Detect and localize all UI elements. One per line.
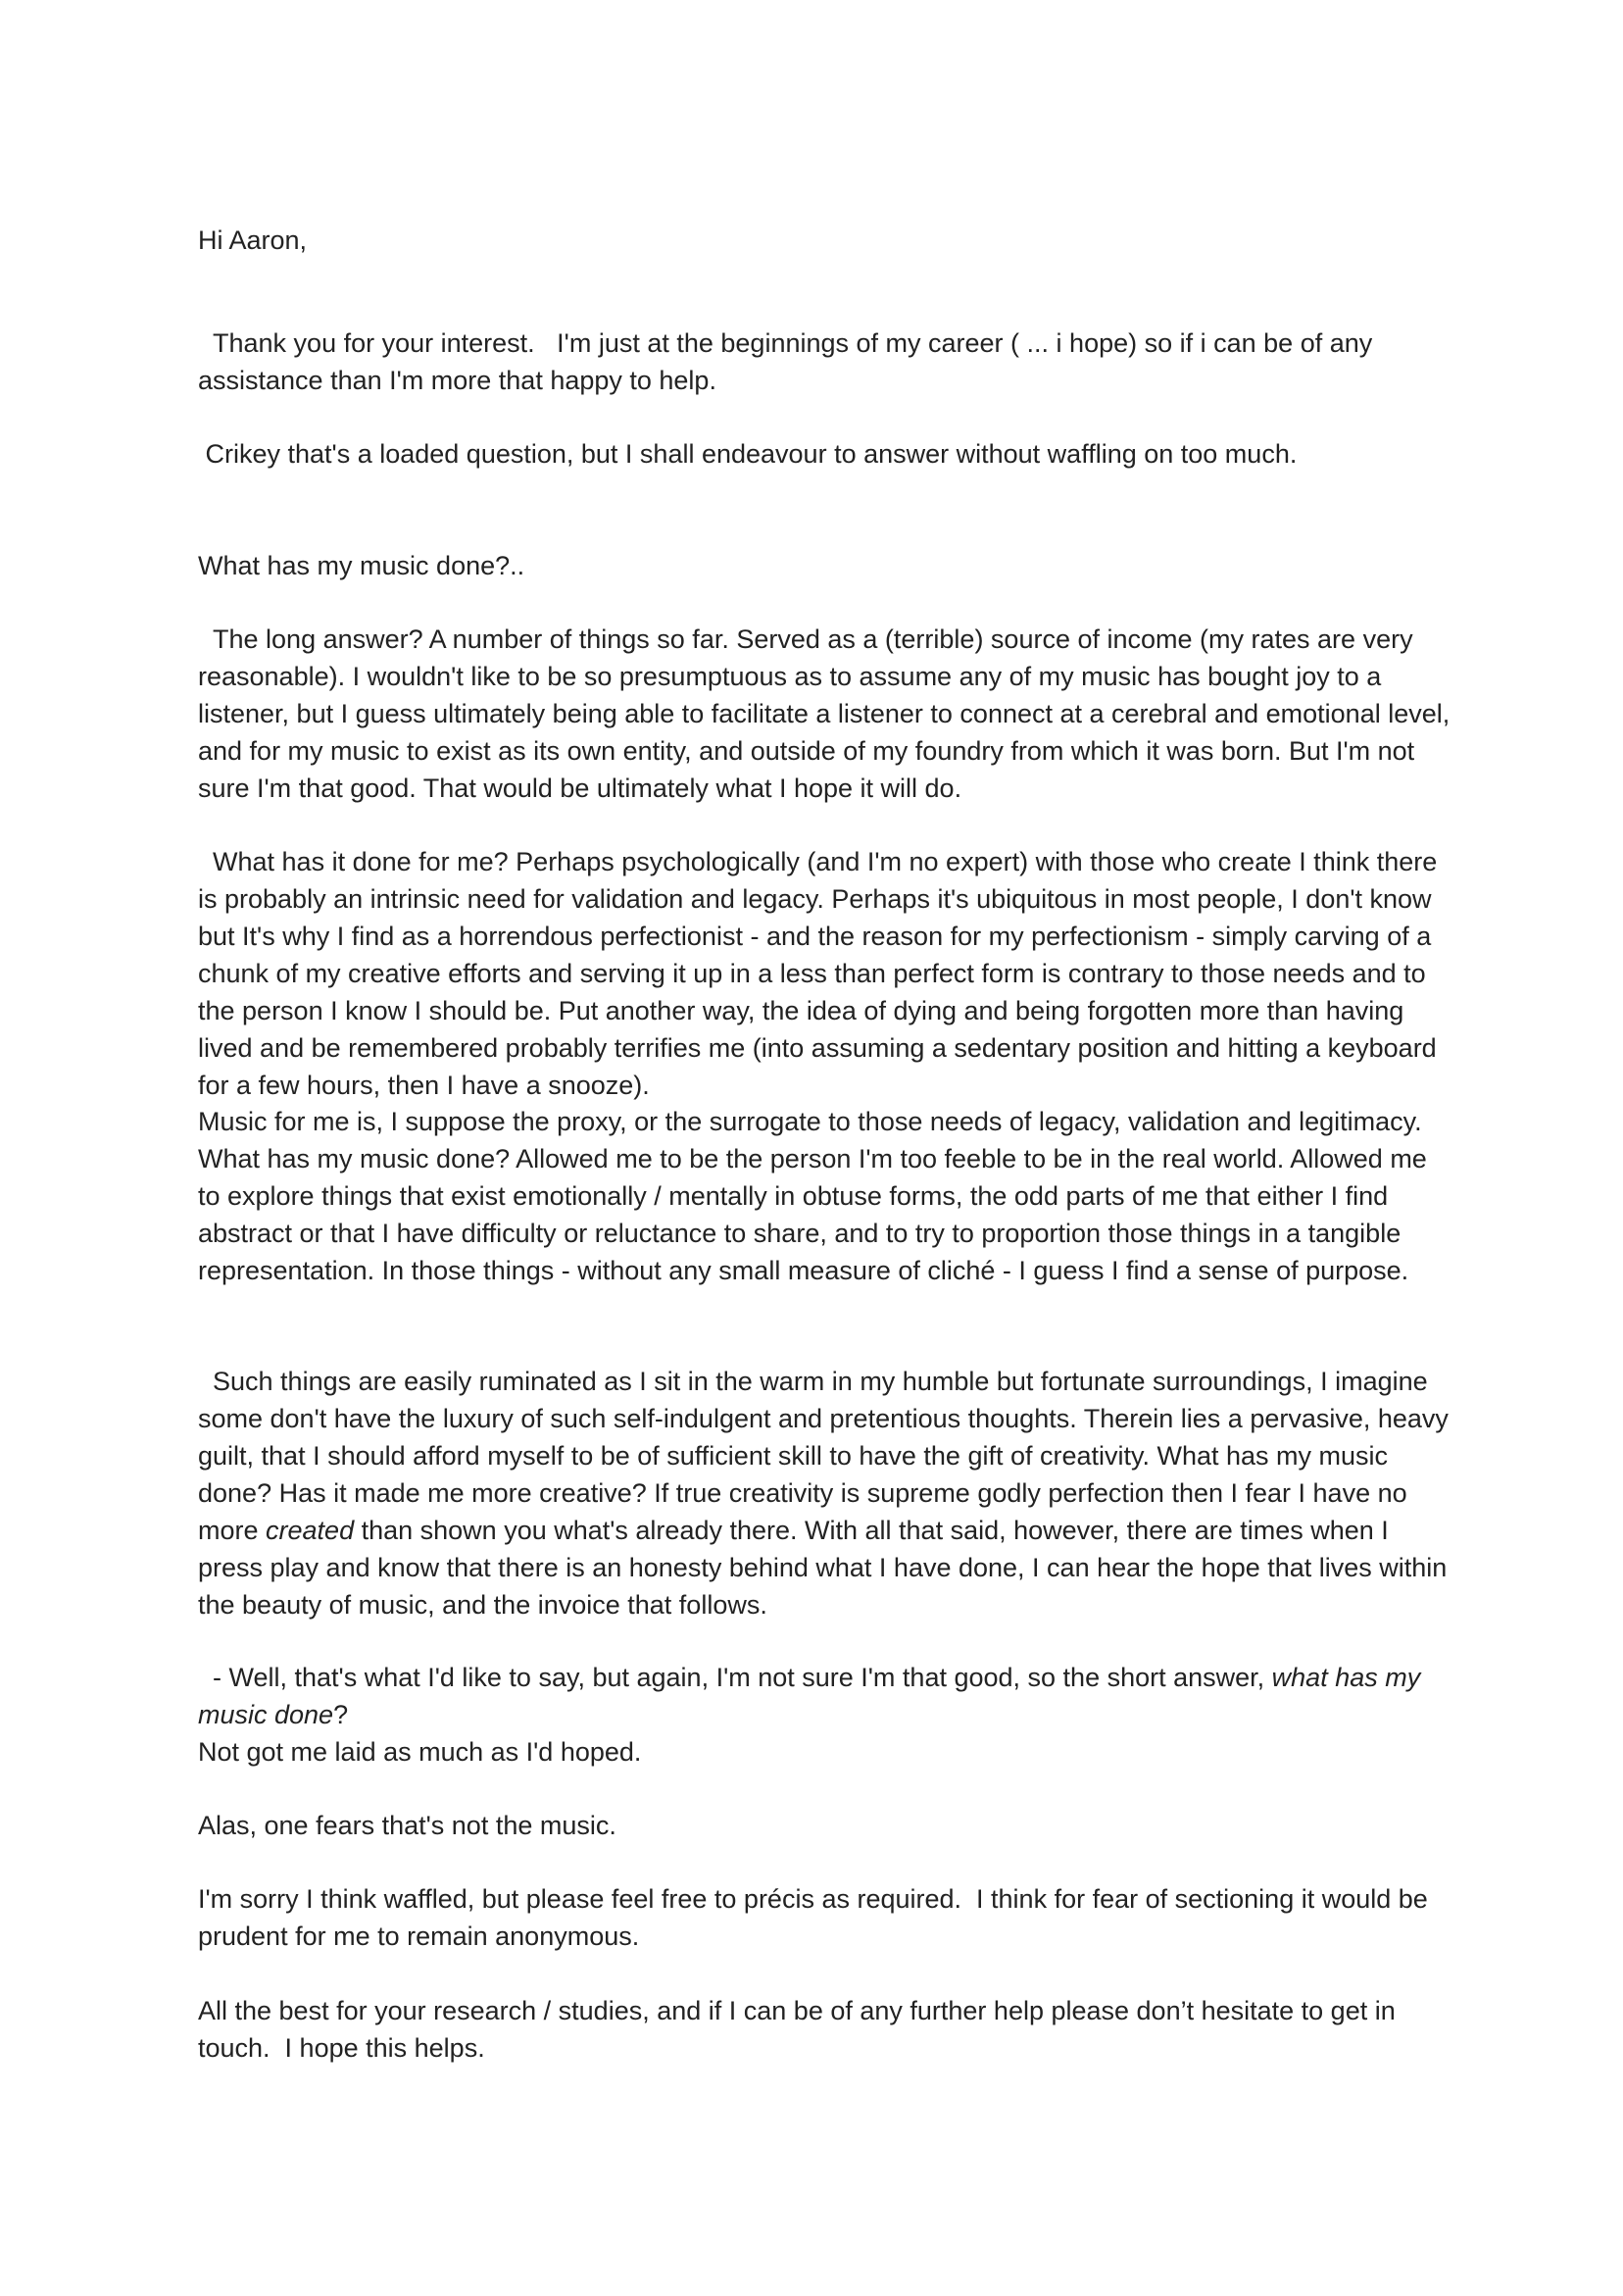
emphasis-created: created <box>266 1516 355 1545</box>
paragraph-crikey: Crikey that's a loaded question, but I shall endeavour to answer without waffling on too much. <box>198 439 1298 469</box>
paragraph-done-for-me: What has it done for me? Perhaps psychologically (and I'm no expert) with those who create I think there is probably an intrinsic need for validation and legacy. Perhaps it's ubiquitous in most people, I don't know but It's why I find as a horrendous perfectionist - and the reason for my perfectionism - simply carving of a chunk of my creative efforts and serving it up in a less than perfect form is contrary to those needs and to the person I know I should be. Put another way, the idea of dying and being forgotten more than having lived and be remembered probably terrifies me (into assuming a sedentary position and hitting a keyboard for a few hours, then I have a snooze). <box>198 847 1445 1100</box>
paragraph-rumination-part-1: Such things are easily ruminated as I sit in the warm in my humble but fortunate surroundings, I imagine some don't have the luxury of such self-indulgent and pretentious thoughts. Therein lies a pervasive, heavy guilt, that I should afford myself to be of sufficient skill to have the gift of creativity. What has my music done? Has it made me more creative? If true creativity is supreme godly perfection then I fear I have no more <box>198 1367 1456 1545</box>
paragraph-short-answer-part-1: - Well, that's what I'd like to say, but again, I'm not sure I'm that good, so the short answer, <box>198 1663 1272 1692</box>
paragraph-thanks: Thank you for your interest. I'm just at the beginnings of my career ( ... i hope) so if i can be of any assistance than I'm more that happy to help. <box>198 328 1380 395</box>
paragraph-rumination-part-2: than shown you what's already there. With all that said, however, there are times when I press play and know that there is an honesty behind what I have done, I can hear the hope that lives within the beauty of music, and the invoice that follows. <box>198 1516 1454 1620</box>
paragraph-short-answer <box>198 1659 1452 1733</box>
paragraph-music-for-me: Music for me is, I suppose the proxy, or the surrogate to those needs of legacy, validation and legitimacy. What has my music done? Allowed me to be the person I'm too feeble to be in the real world. Allowed me to explore things that exist emotionally / mentally in obtuse forms, the odd parts of me that either I find abstract or that I have difficulty or reluctance to share, and to try to proportion those things in a tangible representation. In those things - without any small measure of cliché - I guess I find a sense of purpose. <box>198 1107 1435 1285</box>
paragraph-rumination <box>198 1363 1456 1623</box>
paragraph-short-answer-part-2: ? <box>333 1700 349 1729</box>
section-heading: What has my music done?.. <box>198 551 525 580</box>
greeting: Hi Aaron, <box>198 225 308 255</box>
paragraph-sorry: I'm sorry I think waffled, but please feel free to précis as required. I think for fear of sectioning it would be prudent for me to remain anonymous. <box>198 1884 1436 1951</box>
paragraph-all-the-best: All the best for your research / studies, and if I can be of any further help please don’t hesitate to get in touch. I hope this helps. <box>198 1996 1403 2063</box>
paragraph-not-laid: Not got me laid as much as I'd hoped. <box>198 1737 642 1767</box>
emphasis-what-has-my-music-done: what has my music done <box>198 1663 1428 1729</box>
paragraph-long-answer: The long answer? A number of things so far. Served as a (terrible) source of income (my rates are very reasonable). I wouldn't like to be so presumptuous as to assume any of my music has bought joy to a listener, but I guess ultimately being able to facilitate a listener to connect at a cerebral and emotional level, and for my music to exist as its own entity, and outside of my foundry from which it was born. But I'm not sure I'm that good. That would be ultimately what I hope it will do. <box>198 624 1457 803</box>
paragraph-alas: Alas, one fears that's not the music. <box>198 1811 616 1840</box>
